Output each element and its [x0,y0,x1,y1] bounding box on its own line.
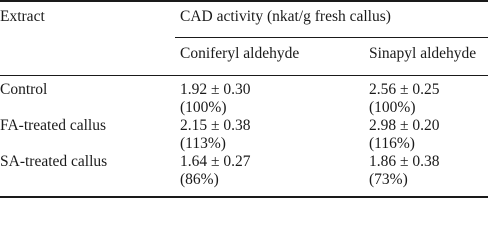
sub-header-coniferyl: Coniferyl aldehyde [180,45,300,62]
row-label: FA-treated callus [0,117,107,134]
row-label: Control [0,81,48,98]
group-header-rule [175,37,488,38]
coniferyl-percent: (113%) [180,135,226,152]
row-label: SA-treated callus [0,153,108,170]
coniferyl-value: 1.92 ± 0.30 [180,81,251,98]
coniferyl-value: 2.15 ± 0.38 [180,117,251,134]
column-header-extract: Extract [0,8,45,25]
coniferyl-value: 1.64 ± 0.27 [180,153,251,170]
bottom-rule [0,196,488,198]
sinapyl-value: 1.86 ± 0.38 [369,153,440,170]
coniferyl-percent: (100%) [180,99,227,116]
header-rule [0,75,488,76]
top-rule [0,0,488,2]
sinapyl-percent: (73%) [369,171,408,188]
column-group-header-cad-activity: CAD activity (nkat/g fresh callus) [180,8,391,25]
coniferyl-percent: (86%) [180,171,219,188]
sinapyl-value: 2.56 ± 0.25 [369,81,440,98]
sinapyl-percent: (116%) [369,135,415,152]
sinapyl-percent: (100%) [369,99,416,116]
sinapyl-value: 2.98 ± 0.20 [369,117,440,134]
sub-header-sinapyl: Sinapyl aldehyde [369,45,477,62]
